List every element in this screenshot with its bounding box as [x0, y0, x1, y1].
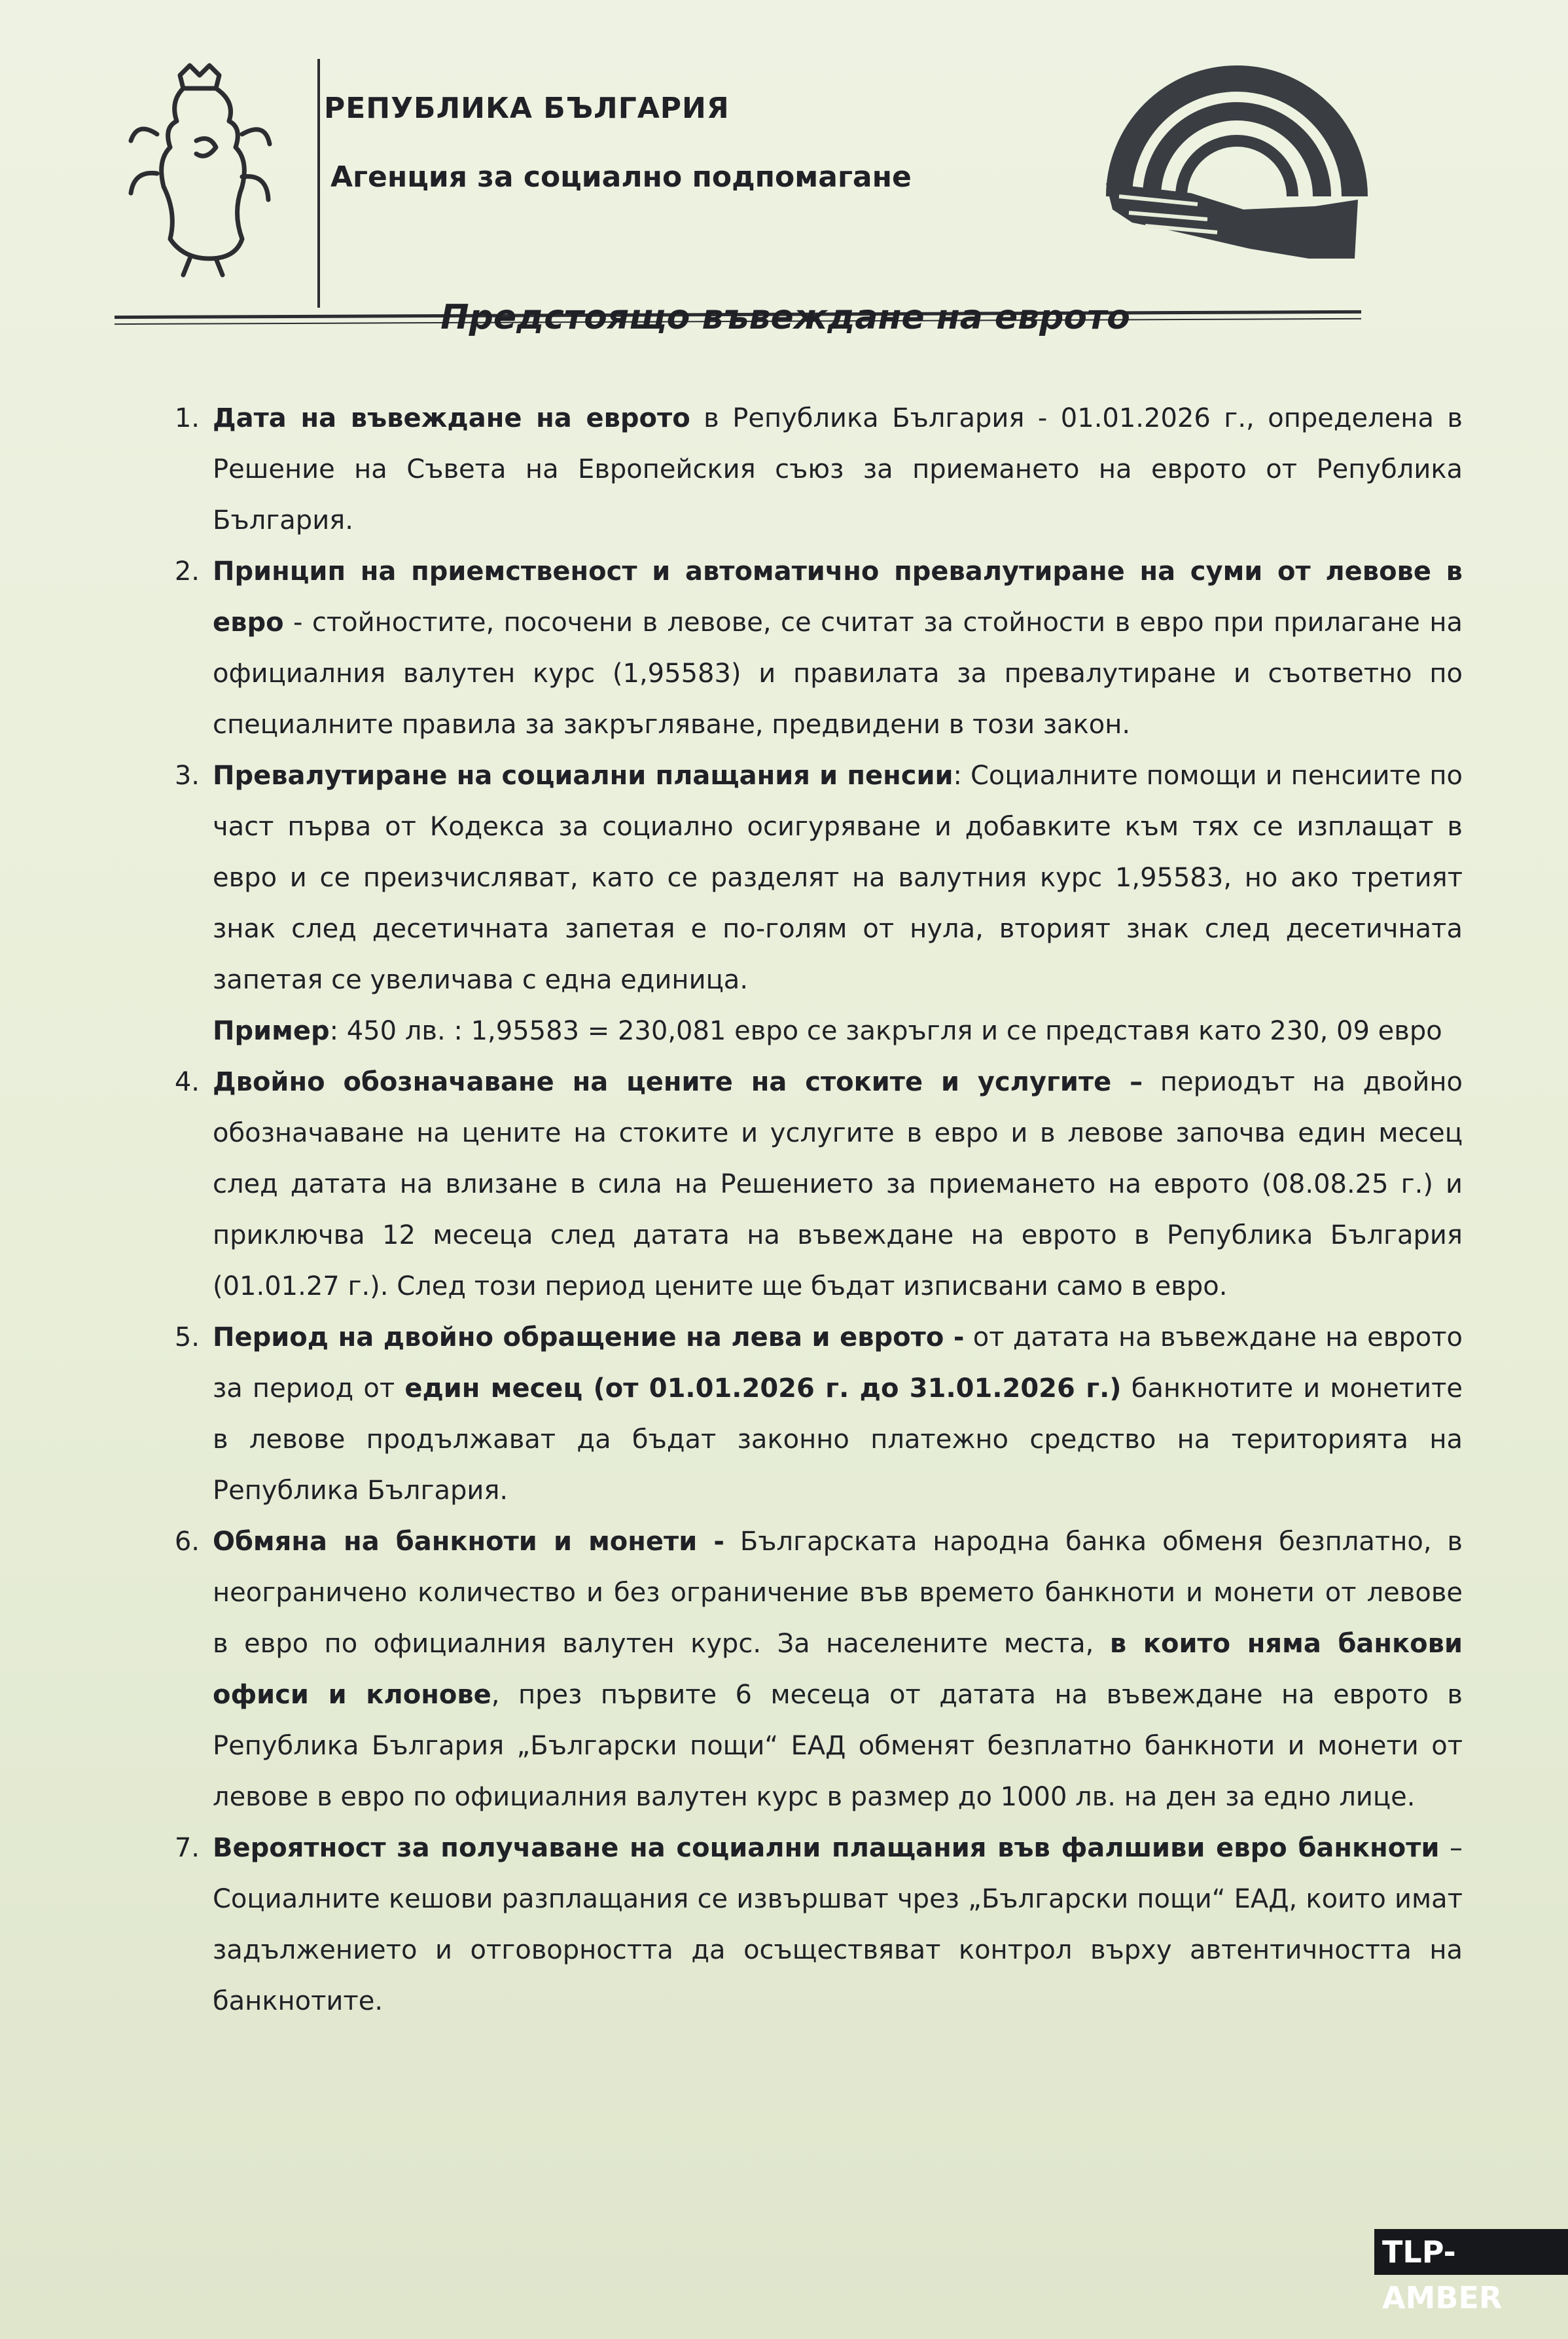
item-heading: Обмяна на банкноти и монети - — [213, 1527, 724, 1557]
numbered-list — [154, 393, 1463, 2027]
item-heading: Превалутиране на социални плащания и пенсии — [213, 761, 953, 791]
item-text-continued: банкнотите и монетите в левове продължават да бъдат законно платежно средство на територията на Република България. — [213, 1373, 1463, 1506]
document-title: Предстоящо въвеждане на еврото — [440, 298, 1130, 337]
item-text: от датата на въвеждане на еврото за период от — [213, 1322, 1463, 1404]
header-divider — [317, 59, 320, 308]
example-text: : 450 лв. : 1,95583 = 230,081 евро се закръгля и се представя като 230, 09 евро — [329, 1016, 1442, 1046]
list-item — [154, 1822, 1463, 2027]
coat-of-arms-icon — [118, 62, 281, 278]
republic-name: РЕПУБЛИКА БЪЛГАРИЯ — [324, 92, 730, 125]
agency-logo-hand-arc-icon — [1093, 33, 1381, 281]
list-item — [154, 546, 1463, 750]
list-number: 2. — [174, 556, 200, 587]
item-heading: Период на двойно обращение на лева и еврото - — [213, 1322, 965, 1352]
list-item — [154, 1516, 1463, 1822]
item-text: периодът на двойно обозначаване на цените на стоките и услугите в евро и в левове започва един месец след датата на влизане в сила на Решението за приемането на еврото (08.08.25 г.) и приключва 12 месеца след датата на въвеждане на еврото в Република България (01.01.27 г.). След този период цените ще бъдат изписвани само в евро. — [213, 1067, 1463, 1301]
list-number: 5. — [174, 1322, 200, 1352]
item-text: - стойностите, посочени в левове, се считат за стойности в евро при прилагане на официалния валутен курс (1,95583) и правилата за превалутиране и съответно по специалните правила за закръгляване, предвидени в този закон. — [213, 607, 1463, 740]
item-text-continued: , през първите 6 месеца от датата на въвеждане на еврото в Република България „Български пощи“ ЕАД обменят безплатно банкноти и монети от левове в евро по официалния валутен курс в размер до 1000 лв. на ден за едно лице. — [213, 1680, 1463, 1812]
list-item — [154, 393, 1463, 546]
item-heading: Двойно обозначаване на цените на стоките и услугите – — [213, 1067, 1143, 1097]
tlp-marking-badge: TLP-AMBER — [1374, 2229, 1568, 2275]
example-line — [213, 1006, 1463, 1057]
item-text: в Република България - 01.01.2026 г., определена в Решение на Съвета на Европейския съюз за приемането на еврото от Република България. — [213, 403, 1463, 535]
list-number: 4. — [174, 1067, 200, 1097]
item-heading: Дата на въвеждане на еврото — [213, 403, 690, 433]
item-text: – Социалните кешови разплащания се извършват чрез „Български пощи“ ЕАД, които имат задължението и отговорността да осъществяват контрол върху автентичността на банкнотите. — [213, 1833, 1463, 2016]
item-heading: Вероятност за получаване на социални плащания във фалшиви евро банкноти — [213, 1833, 1440, 1863]
agency-name: Агенция за социално подпомагане — [330, 160, 912, 194]
item-emphasis: в които няма банкови офиси и клонове — [213, 1629, 1463, 1710]
letterhead — [111, 52, 1368, 314]
example-label: Пример — [213, 1016, 330, 1046]
list-number: 6. — [174, 1527, 200, 1557]
list-item — [154, 1057, 1463, 1312]
list-number: 3. — [174, 761, 200, 791]
list-number: 1. — [174, 403, 200, 433]
item-text: : Социалните помощи и пенсиите по част първа от Кодекса за социално осигуряване и добавките към тях се изплащат в евро и се преизчисляват, като се разделят на валутния курс 1,95583, но ако третият знак след десетичната запетая е по-голям от нула, вторият знак след десетичната запетая се увеличава с една единица. — [213, 761, 1463, 995]
list-item — [154, 750, 1463, 1057]
item-emphasis: един месец (от 01.01.2026 г. до 31.01.2026 г.) — [404, 1373, 1122, 1404]
list-number: 7. — [174, 1833, 200, 1863]
item-heading: Принцип на приемственост и автоматично превалутиране на суми от левове в евро — [213, 556, 1463, 638]
item-text: Българската народна банка обменя безплатно, в неограничено количество и без ограничение във времето банкноти и монети от левове в евро по официалния валутен курс. За населените места, — [213, 1527, 1463, 1659]
list-item — [154, 1312, 1463, 1516]
